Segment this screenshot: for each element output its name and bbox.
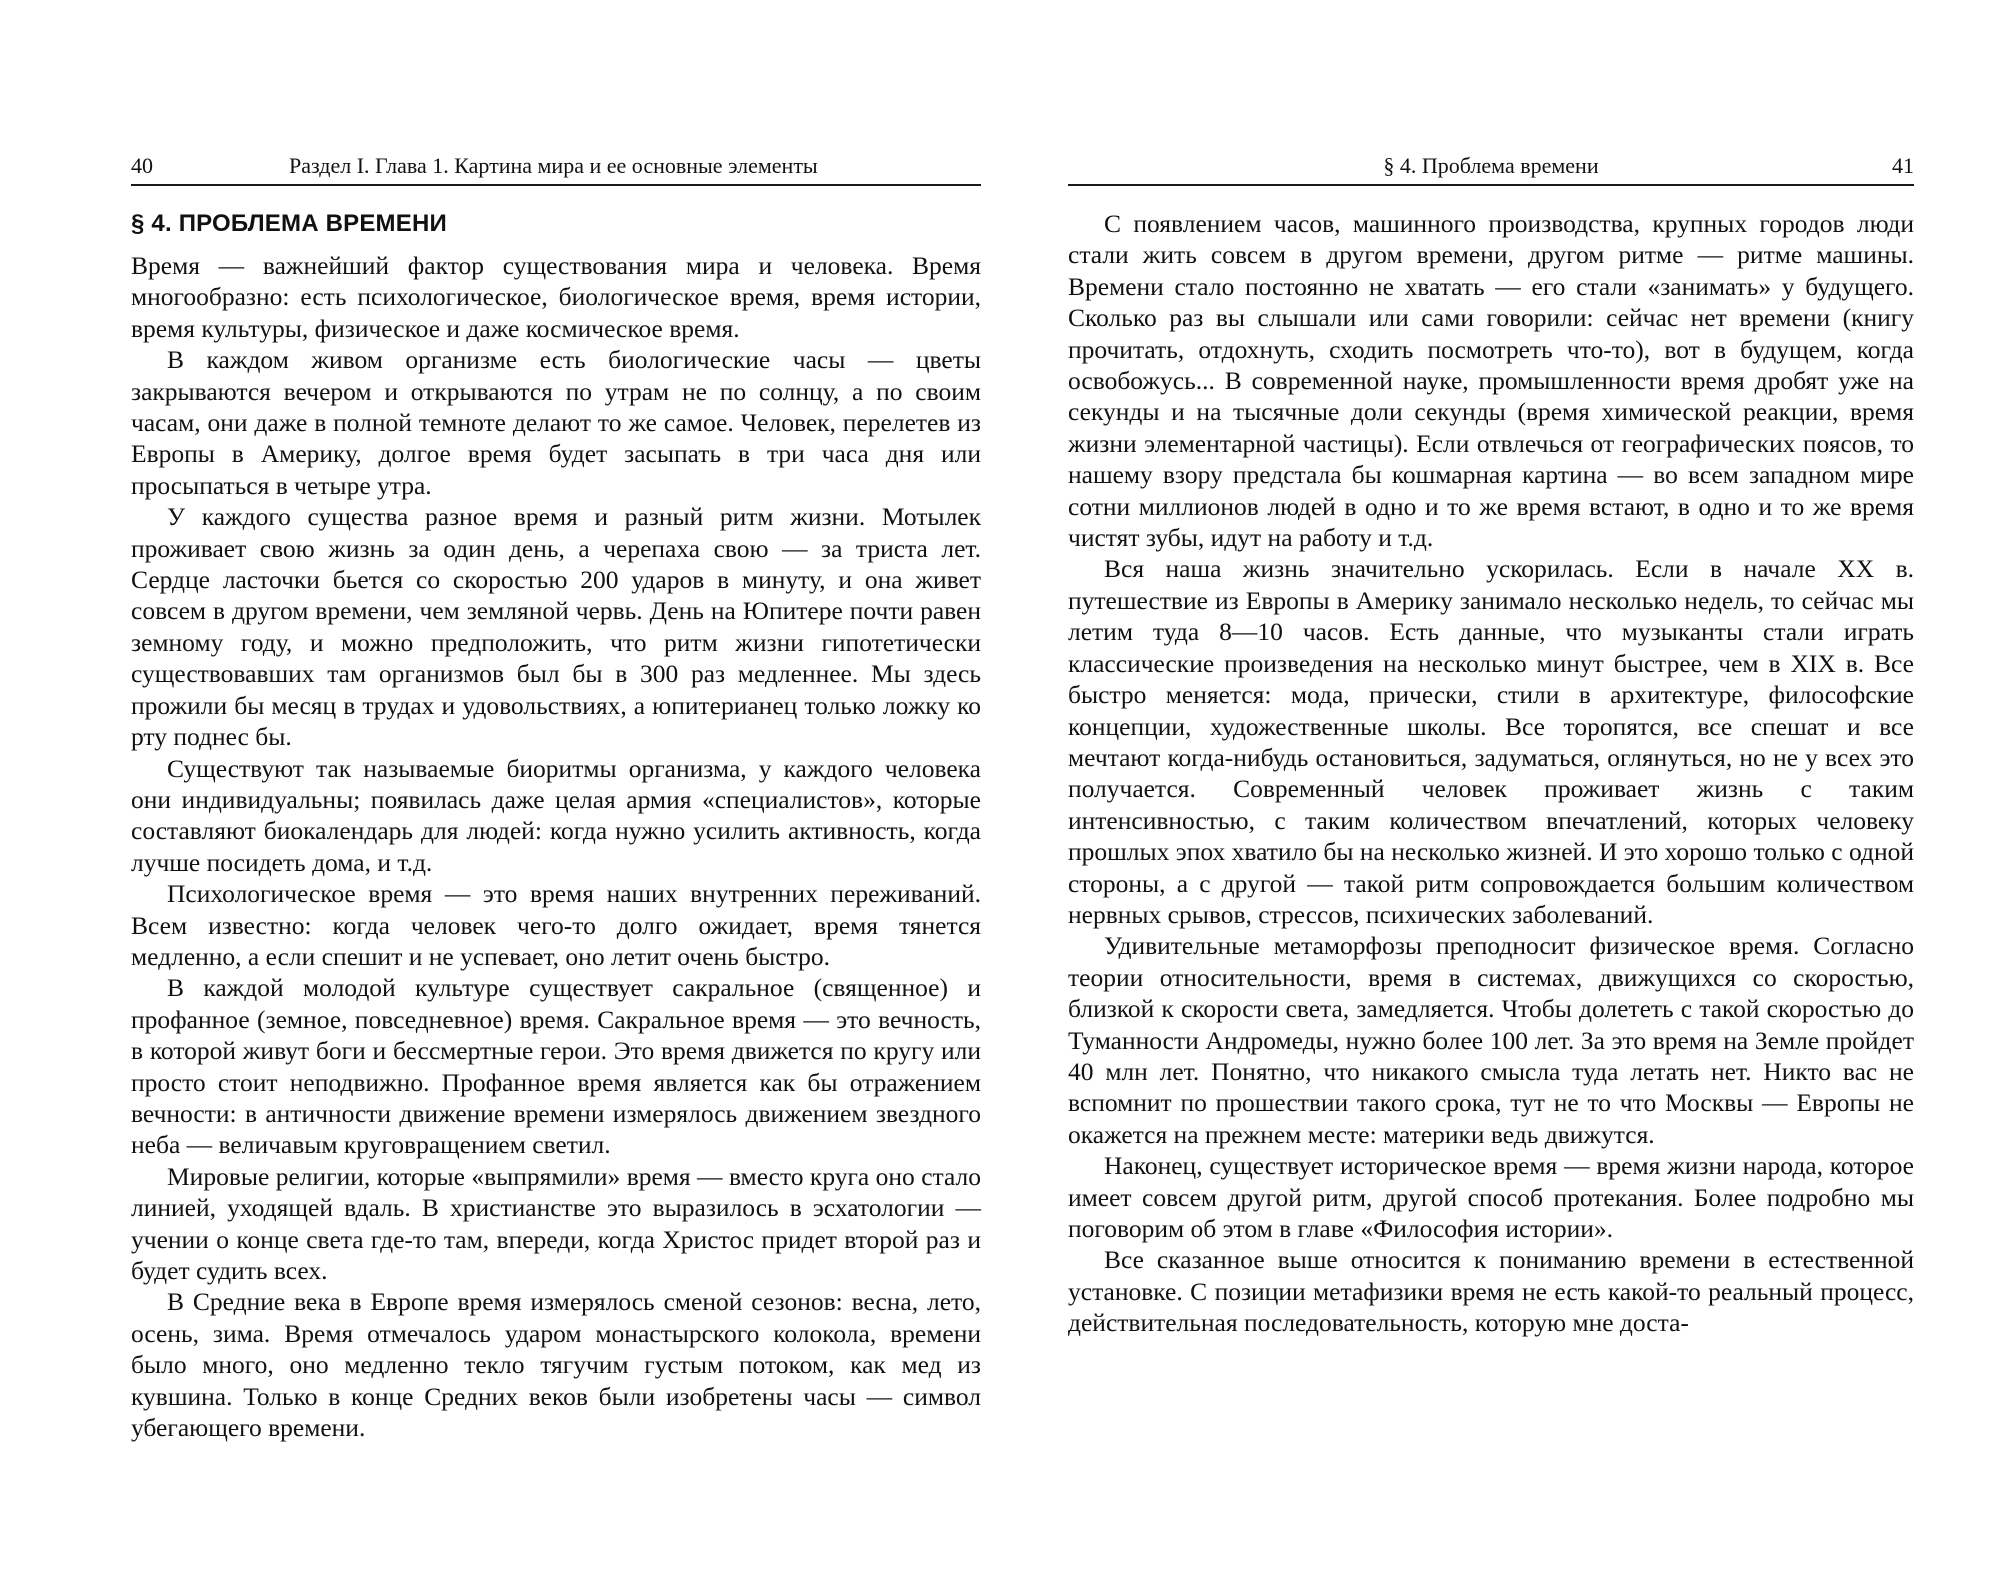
paragraph: С появлением часов, машинного производства, крупных городов люди стали жить совсем в другом времени, другом ритме — ритме машины. Времени стало постоянно не хватать — его стали «занимать» у будущего. Сколько раз вы слышали или сами говорили: сейчас нет времени (книгу прочитать, отдохнуть, сходить посмотреть что-то), вот в будущем, когда освобожусь... В современной науке, промышленности время дробят уже на секунды и на тысячные доли секунды (время химической реакции, время жизни элементарной частицы). Если отвлечься от географических поясов, то нашему взору предстала бы кошмарная картина — во всем западном мире сотни миллионов людей в одно и то же время встают, в одно и то же время чистят зубы, идут на работу и т.д. <box>1068 209 1914 553</box>
paragraph: У каждого существа разное время и разный ритм жизни. Мотылек проживает свою жизнь за один день, а черепаха свою — за триста лет. Сердце ласточки бьется со скоростью 200 ударов в минуту, и она живет совсем в другом времени, чем земляной червь. День на Юпитере почти равен земному году, и можно предположить, что ритм жизни гипотетически существовавших там организмов был бы в 300 раз медленнее. Мы здесь прожили бы месяц в трудах и удовольствиях, а юпитерианец только ложку ко рту поднес бы. <box>131 502 981 752</box>
paragraph: Мировые религии, которые «выпрямили» время — вместо круга оно стало линией, уходящей вдаль. В христианстве это выразилось в эсхатологии — учении о конце света где-то там, впереди, когда Христос придет второй раз и будет судить всех. <box>131 1161 981 1285</box>
paragraph: Время — важнейший фактор существования мира и человека. Время многообразно: есть психологическое, биологическое время, время истории, время культуры, физическое и даже космическое время. <box>131 251 981 343</box>
left-running-head <box>131 148 981 186</box>
paragraph: В каждой молодой культуре существует сакральное (священное) и профанное (земное, повседневное) время. Сакральное время — это вечность, в которой живут боги и бессмертные герои. Это время движется по кругу или просто стоит неподвижно. Профанное время является как бы отражением вечности: в античности движение времени измерялось движением звездного неба — величавым круговращением светил. <box>131 973 981 1160</box>
left-page-body <box>131 206 981 1443</box>
paragraph: В каждом живом организме есть биологические часы — цветы закрываются вечером и открываются по утрам не по солнцу, а по своим часам, они даже в полной темноте делают то же самое. Человек, перелетев из Европы в Америку, долгое время будет засыпать в три часа дня или просыпаться в четыре утра. <box>131 345 981 500</box>
paragraph: Существуют так называемые биоритмы организма, у каждого человека они индивидуальны; появилась даже целая армия «специалистов», которые составляют биокалендарь для людей: когда нужно усилить активность, когда лучше посидеть дома, и т.д. <box>131 753 981 877</box>
paragraph: В Средние века в Европе время измерялось сменой сезонов: весна, лето, осень, зима. Время отмечалось ударом монастырского колокола, времени было много, оно медленно текло тягучим густым потоком, как мед из кувшина. Только в конце Средних веков были изобретены часы — символ убегающего времени. <box>131 1287 981 1443</box>
paragraph: Вся наша жизнь значительно ускорилась. Если в начале XX в. путешествие из Европы в Америку занимало несколько недель, то сейчас мы летим туда 8—10 часов. Есть данные, что музыканты стали играть классические произведения на несколько минут быстрее, чем в XIX в. Все быстро меняется: мода, прически, стили в архитектуре, философские концепции, художественные школы. Все торопятся, все спешат и все мечтают когда-нибудь остановиться, задуматься, оглянуться, но не у всех это получается. Современный человек проживает жизнь с таким интенсивностью, с таким количеством впечатлений, которых человеку прошлых эпох хватило бы на несколько жизней. И это хорошо только с одной стороны, а с другой — такой ритм сопровождается большим количеством нервных срывов, стрессов, психических заболеваний. <box>1068 554 1914 929</box>
section-heading: § 4. ПРОБЛЕМА ВРЕМЕНИ <box>131 210 447 237</box>
paragraph: Удивительные метаморфозы преподносит физическое время. Согласно теории относительности, время в системах, движущихся со скоростью, близкой к скорости света, замедляется. Чтобы долететь с такой скоростью до Туманности Андромеды, нужно более 100 лет. За это время на Земле пройдет 40 млн лет. Понятно, что никакого смысла туда летать нет. Никто вас не вспомнит по прошествии такого срока, тут не то что Москвы — Европы не окажется на прежнем месте: материки ведь движутся. <box>1068 931 1914 1149</box>
left-page-number: 40 <box>131 153 153 178</box>
paragraph: Все сказанное выше относится к пониманию времени в естественной установке. С позиции метафизики время не есть какой-то реальный процесс, действительная последовательность, которую мне доста- <box>1068 1245 1914 1338</box>
left-running-title: Раздел I. Глава 1. Картина мира и ее основные элементы <box>289 153 818 178</box>
paragraph: Психологическое время — это время наших внутренних переживаний. Всем известно: когда человек чего-то долго ожидает, время тянется медленно, а если спешит и не успевает, оно летит очень быстро. <box>131 879 981 971</box>
left-page <box>131 148 981 1468</box>
right-page-body <box>1068 208 1914 1339</box>
right-running-head <box>1068 148 1914 186</box>
right-page <box>1068 148 1914 1468</box>
paragraph: Наконец, существует историческое время — время жизни народа, которое имеет совсем другой ритм, другой способ протекания. Более подробно мы поговорим об этом в главе «Философия истории». <box>1068 1151 1914 1243</box>
right-page-number: 41 <box>1892 153 1914 178</box>
right-running-title: § 4. Проблема времени <box>1383 153 1599 178</box>
